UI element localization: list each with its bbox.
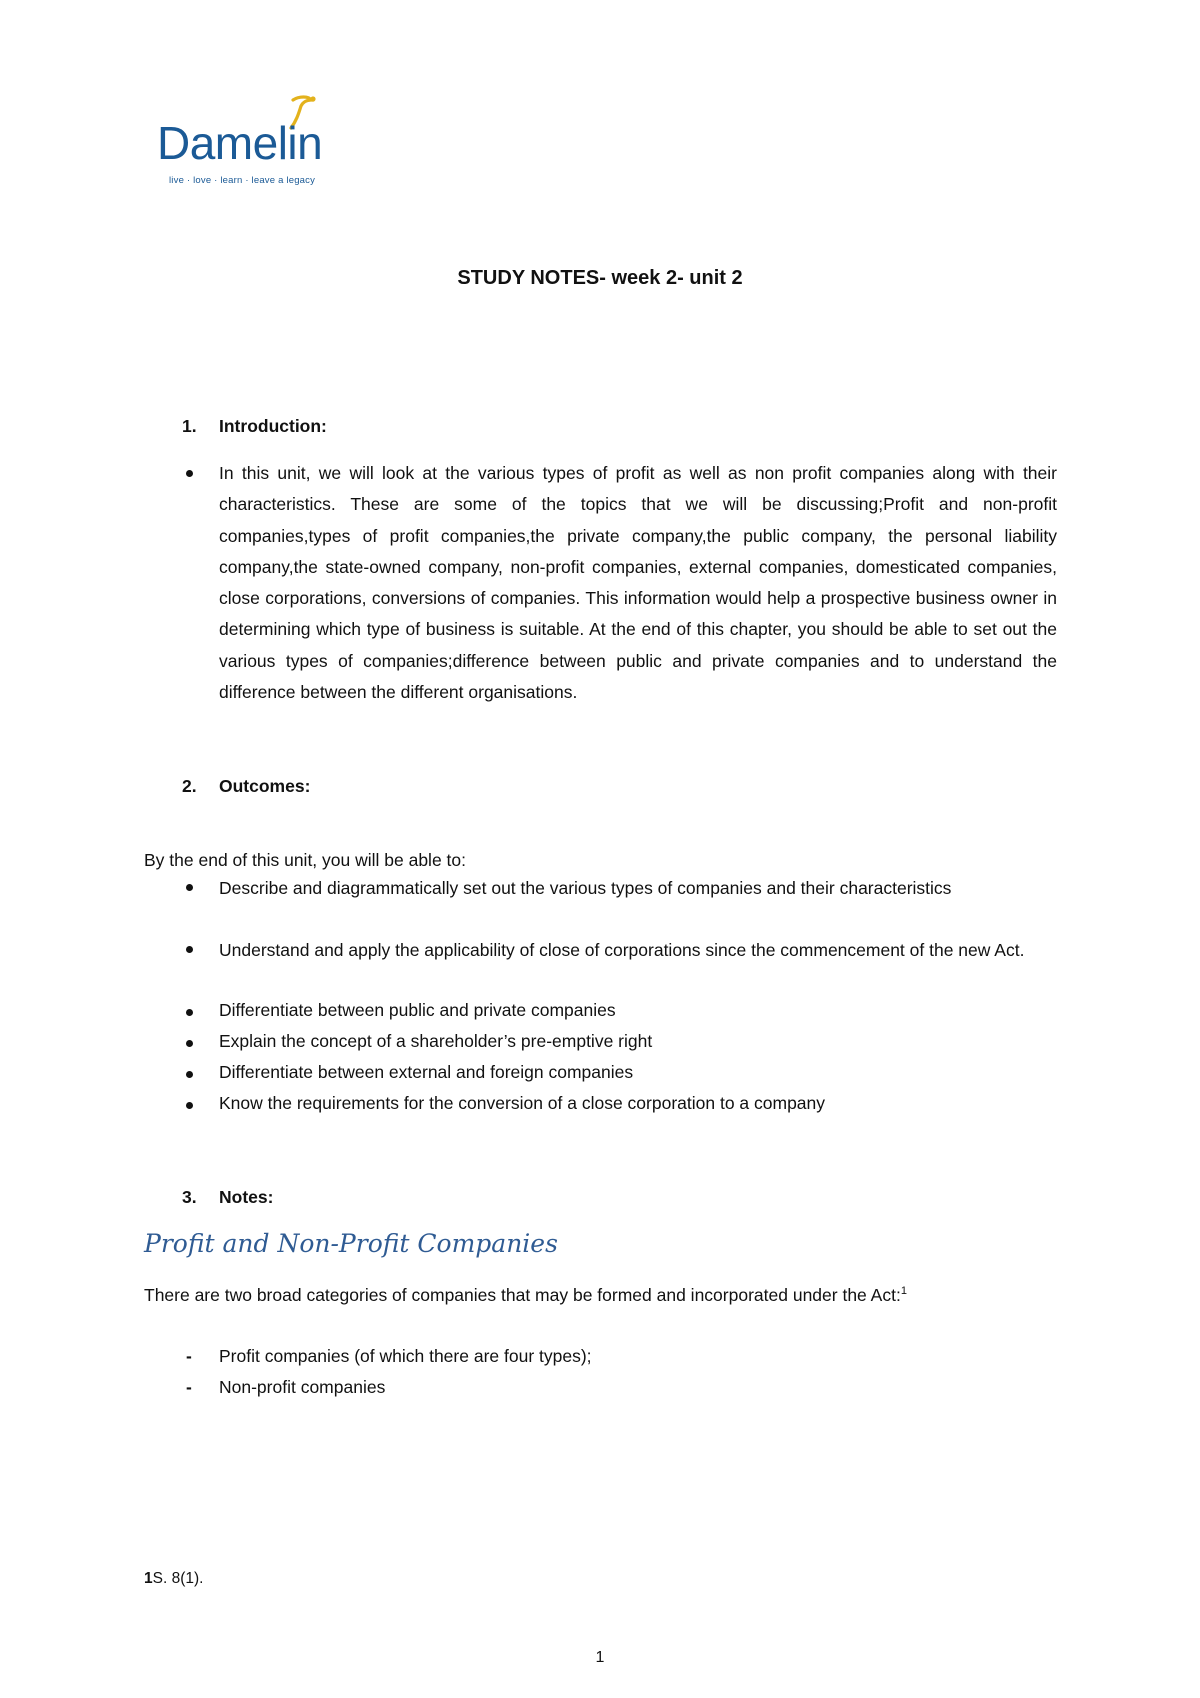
bullet-icon: [186, 884, 193, 891]
logo-tagline: live · love · learn · leave a legacy: [169, 175, 316, 186]
outcome-item-2: Understand and apply the applicability of close of corporations since the commencement of the new Act.: [219, 940, 1025, 960]
outcome-item-5: Differentiate between external and foreign companies: [219, 1062, 634, 1082]
footnote-ref: 1: [900, 1285, 907, 1298]
outcomes-number: 2.: [182, 776, 197, 796]
dash-icon: -: [186, 1346, 192, 1366]
intro-paragraph: In this unit, we will look at the various types of profit as well as non profit companies along with their characteristics. These are some of the topics that we will be discussing;Profit and non-profit companies,types of profit companies,the private company,the public company, the personal liability company,the state-owned company, non-profit companies, external companies, domesticated companies, close corporations, conversions of companies. This information would help a prospective business owner in determining which type of business is suitable. At the end of this chapter, you should be able to set out the various types of companies;difference between public and private companies and to understand the difference between the different organisations.: [219, 463, 1057, 703]
logo-wordmark: Damelin: [157, 117, 323, 169]
dash-icon: -: [186, 1377, 192, 1397]
dash-item-2: Non-profit companies: [219, 1377, 386, 1397]
bullet-icon: [186, 470, 193, 477]
outcome-item-1: Describe and diagrammatically set out the various types of companies and their characteristics: [219, 878, 952, 898]
outcomes-heading: Outcomes:: [219, 776, 311, 796]
dash-item-1: Profit companies (of which there are four types);: [219, 1346, 592, 1366]
bullet-icon: [186, 1102, 193, 1109]
intro-number: 1.: [182, 416, 197, 436]
intro-heading: Introduction:: [219, 416, 327, 436]
section-subheading: Profit and Non-Profit Companies: [144, 1229, 558, 1258]
notes-lead-text: There are two broad categories of companies that may be formed and incorporated under the Act:: [144, 1285, 901, 1305]
bullet-icon: [186, 1071, 193, 1078]
notes-heading: Notes:: [219, 1187, 274, 1207]
bullet-icon: [186, 1040, 193, 1047]
outcome-item-4: Explain the concept of a shareholder’s pre-emptive right: [219, 1031, 653, 1051]
page-title: STUDY NOTES- week 2- unit 2: [457, 267, 743, 289]
outcome-item-6: Know the requirements for the conversion of a close corporation to a company: [219, 1093, 826, 1113]
bullet-icon: [186, 946, 193, 953]
footnote-number: 1: [144, 1570, 153, 1587]
bullet-icon: [186, 1009, 193, 1016]
footnote-text: S. 8(1).: [152, 1570, 204, 1587]
notes-number: 3.: [182, 1187, 197, 1207]
outcome-item-3: Differentiate between public and private companies: [219, 1000, 616, 1020]
footnote: [144, 1568, 203, 1590]
outcomes-lead: By the end of this unit, you will be able to:: [144, 850, 466, 870]
damelin-logo: [157, 94, 347, 190]
page-number: 1: [595, 1649, 605, 1666]
notes-lead: [144, 1283, 907, 1307]
